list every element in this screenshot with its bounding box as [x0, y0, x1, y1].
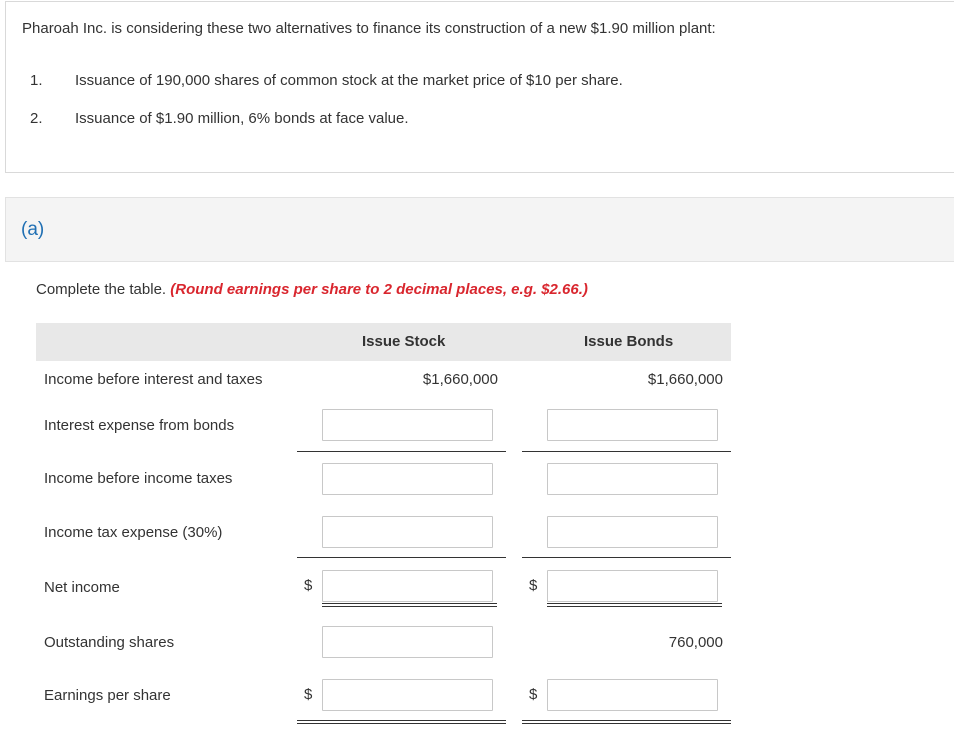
row-label-income-before-taxes: Income before income taxes	[44, 470, 233, 487]
row-label-income-tax-expense: Income tax expense (30%)	[44, 524, 223, 541]
bonds-interest-expense-input[interactable]	[547, 409, 718, 441]
header-issue-stock: Issue Stock	[362, 333, 446, 350]
bonds-net-income-input[interactable]	[547, 570, 718, 602]
problem-intro: Pharoah Inc. is considering these two alternatives to finance its construction of a new $1.90 million plant:	[22, 20, 716, 37]
total-double-rule	[522, 720, 731, 724]
alternative-text: Issuance of 190,000 shares of common stock at the market price of $10 per share.	[75, 72, 623, 89]
stock-net-income-input[interactable]	[322, 570, 493, 602]
alternative-number: 1.	[30, 72, 43, 89]
row-label-interest-expense: Interest expense from bonds	[44, 417, 235, 434]
part-header	[5, 197, 954, 262]
stock-income-before-taxes-input[interactable]	[322, 463, 493, 495]
header-issue-bonds: Issue Bonds	[584, 333, 674, 350]
dollar-sign: $	[529, 577, 538, 594]
alternative-text: Issuance of $1.90 million, 6% bonds at face value.	[75, 110, 409, 127]
stock-outstanding-shares-input[interactable]	[322, 626, 493, 658]
dollar-sign: $	[304, 577, 313, 594]
row-label-income-before-interest: Income before interest and taxes	[44, 371, 263, 388]
total-double-rule	[322, 603, 497, 607]
stock-earnings-per-share-input[interactable]	[322, 679, 493, 711]
subtotal-rule	[297, 557, 506, 558]
instruction	[36, 281, 588, 298]
bonds-earnings-per-share-input[interactable]	[547, 679, 718, 711]
total-double-rule	[297, 720, 506, 724]
part-label: (a)	[21, 219, 45, 240]
stock-income-before-interest-value: $1,660,000	[422, 371, 498, 388]
subtotal-rule	[522, 451, 731, 452]
row-label-earnings-per-share: Earnings per share	[44, 687, 171, 704]
rounding-note: (Round earnings per share to 2 decimal places, e.g. $2.66.)	[170, 281, 588, 298]
row-label-net-income: Net income	[44, 579, 120, 596]
stock-interest-expense-input[interactable]	[322, 409, 493, 441]
alternative-number: 2.	[30, 110, 43, 127]
dollar-sign: $	[304, 686, 313, 703]
bonds-income-tax-expense-input[interactable]	[547, 516, 718, 548]
dollar-sign: $	[529, 686, 538, 703]
bonds-income-before-interest-value: $1,660,000	[647, 371, 723, 388]
problem-statement	[5, 1, 954, 173]
instruction-text: Complete the table.	[36, 281, 167, 298]
row-label-outstanding-shares: Outstanding shares	[44, 634, 175, 651]
stock-income-tax-expense-input[interactable]	[322, 516, 493, 548]
table-header	[36, 323, 731, 361]
total-double-rule	[547, 603, 722, 607]
bonds-outstanding-shares-value: 760,000	[668, 634, 723, 651]
subtotal-rule	[297, 451, 506, 452]
subtotal-rule	[522, 557, 731, 558]
bonds-income-before-taxes-input[interactable]	[547, 463, 718, 495]
